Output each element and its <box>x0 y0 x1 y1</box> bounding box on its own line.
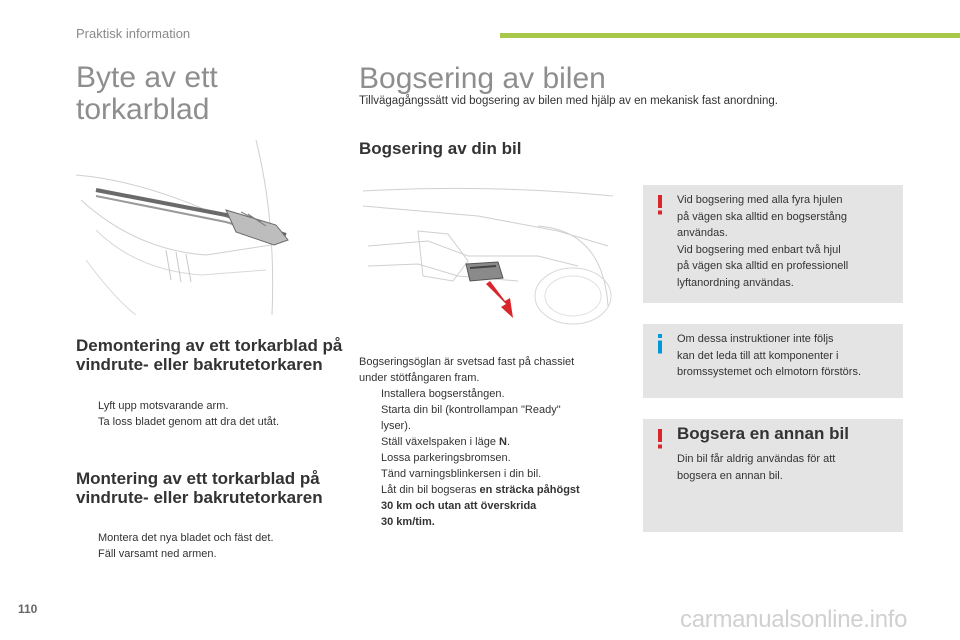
warning-line: på vägen ska alltid en bogserstång <box>677 210 848 223</box>
warning-icon <box>654 195 666 215</box>
list-item: Ta loss bladet genom att dra det utåt. <box>98 416 280 428</box>
header-accent-bar <box>500 33 960 38</box>
warning-line: lyftanordning användas. <box>677 276 794 289</box>
warning-box-towing <box>643 185 903 303</box>
mount-heading: Montering av ett torkarblad på vindrute- eller bakrutetorkaren <box>76 469 323 507</box>
watermark: carmanualsonline.info <box>680 606 908 633</box>
towing-eye-illustration <box>358 186 620 328</box>
wiper-blade-illustration <box>76 140 296 315</box>
dismount-heading: Demontering av ett torkarblad på vindrute- eller bakrutetorkaren <box>76 336 343 374</box>
tow-own-heading: Bogsering av din bil <box>359 139 522 158</box>
info-icon <box>654 334 666 354</box>
list-item: Ställ växelspaken i läge N. <box>381 436 511 448</box>
info-line: Om dessa instruktioner inte följs <box>677 333 834 345</box>
list-item: Installera bogserstången. <box>381 388 505 400</box>
tow-intro-line-2: under stötfångaren fram. <box>359 372 480 384</box>
tow-other-line: Din bil får aldrig användas för att <box>677 453 836 465</box>
tow-other-heading: Bogsera en annan bil <box>677 424 849 443</box>
towing-subtitle: Tillvägagångssätt vid bogsering av bilen med hjälp av en mekanisk fast anordning. <box>359 95 778 107</box>
warning-line: på vägen ska alltid en professionell <box>677 260 849 272</box>
warning-box-tow-other <box>643 419 903 532</box>
mount-steps <box>76 530 326 562</box>
tow-other-line: bogsera en annan bil. <box>677 469 783 482</box>
list-item: Lyft upp motsvarande arm. <box>98 400 229 412</box>
warning-line: Vid bogsering med alla fyra hjulen <box>677 194 843 206</box>
list-item: Tänd varningsblinkersen i din bil. <box>381 468 542 480</box>
list-item: Fäll varsamt ned armen. <box>98 548 217 560</box>
header-section-label: Praktisk information <box>76 26 191 41</box>
info-box-consequences <box>643 324 903 398</box>
tow-own-instructions <box>359 354 619 530</box>
dismount-steps <box>76 398 326 430</box>
page-number: 110 <box>18 602 38 616</box>
tow-intro-line-1: Bogseringsöglan är svetsad fast på chassiet <box>359 356 575 368</box>
list-item: Låt din bil bogseras en sträcka påhögst 30 km och utan att överskrida 30 km/tim. <box>381 484 580 528</box>
warning-line: Vid bogsering med enbart två hjul <box>677 243 841 256</box>
wiper-title: Byte av ett torkarblad <box>76 61 218 126</box>
info-line: kan det leda till att komponenter i <box>677 349 839 362</box>
warning-icon <box>654 429 666 449</box>
list-item: Starta din bil (kontrollampan "Ready" lyser). <box>381 404 561 432</box>
warning-line: användas. <box>677 227 728 239</box>
list-item: Montera det nya bladet och fäst det. <box>98 532 274 544</box>
info-line: bromssystemet och elmotorn förstörs. <box>677 366 862 378</box>
list-item: Lossa parkeringsbromsen. <box>381 452 511 464</box>
towing-title: Bogsering av bilen <box>359 62 606 95</box>
